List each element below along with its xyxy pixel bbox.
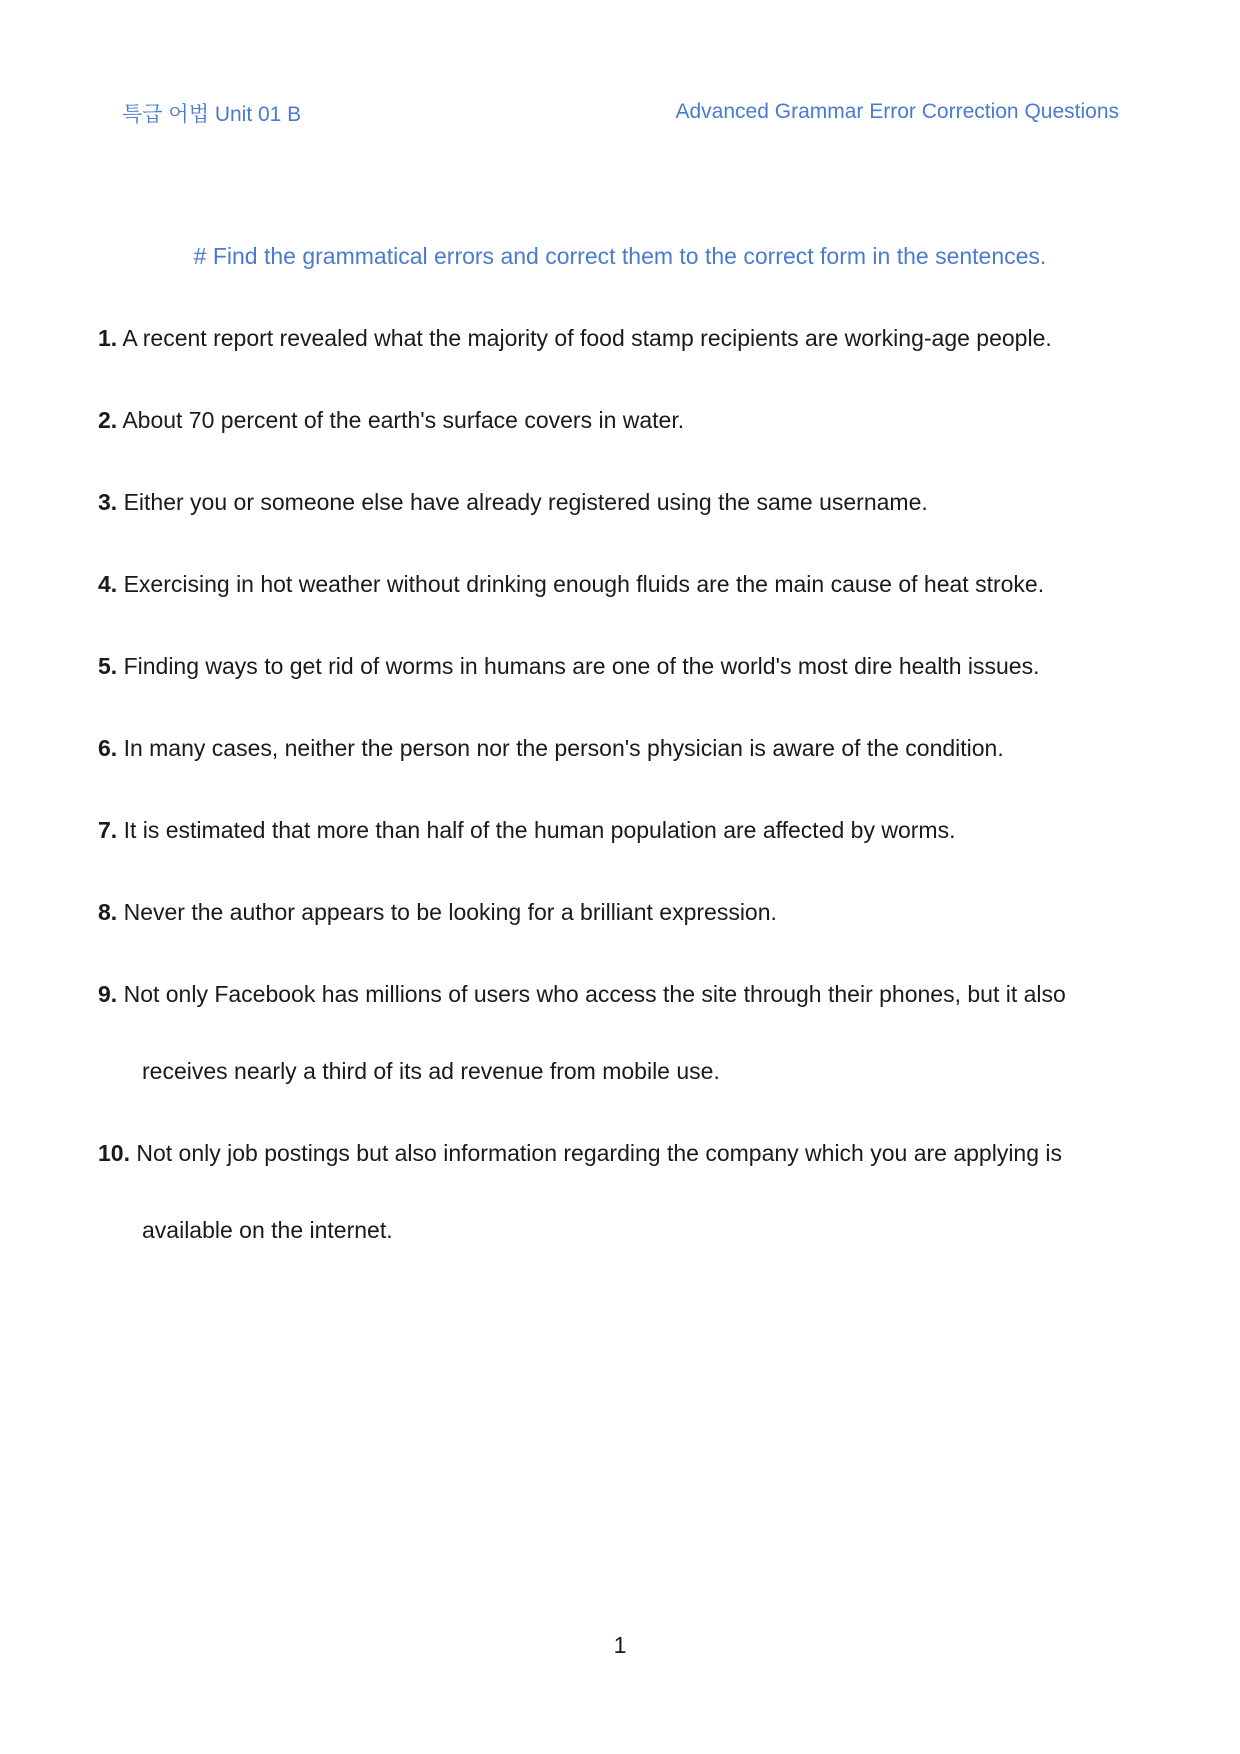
question-item	[98, 1137, 1138, 1246]
question-text-continuation: receives nearly a third of its ad revenue from mobile use.	[142, 1058, 720, 1084]
question-text: Not only job postings but also information regarding the company which you are applying is	[136, 1140, 1063, 1166]
question-number: 8.	[98, 899, 118, 925]
question-item	[98, 814, 1138, 846]
header-unit-title: 특급 어법 Unit 01 B	[122, 103, 302, 126]
question-list	[98, 322, 1138, 1296]
question-item	[98, 896, 1138, 928]
question-number: 6.	[98, 735, 118, 761]
instruction-text: # Find the grammatical errors and correct them to the correct form in the sentences.	[193, 243, 1047, 269]
question-item	[98, 486, 1138, 518]
question-text: Finding ways to get rid of worms in humans are one of the world's most dire health issues.	[123, 653, 1040, 679]
question-text: Either you or someone else have already registered using the same username.	[123, 489, 928, 515]
question-text: Exercising in hot weather without drinking enough fluids are the main cause of heat stroke.	[123, 571, 1045, 597]
question-text: Not only Facebook has millions of users who access the site through their phones, but it also	[123, 981, 1066, 1007]
question-text-continuation: available on the internet.	[142, 1217, 393, 1243]
page-number: 1	[613, 1632, 627, 1658]
question-number: 10.	[98, 1140, 130, 1166]
question-text: It is estimated that more than half of the human population are affected by worms.	[123, 817, 956, 843]
question-item	[98, 650, 1138, 682]
question-number: 4.	[98, 571, 118, 597]
question-number: 1.	[98, 325, 118, 351]
header-subject-title: Advanced Grammar Error Correction Questions	[675, 100, 1119, 123]
question-text: About 70 percent of the earth's surface covers in water.	[122, 407, 685, 433]
question-number: 3.	[98, 489, 118, 515]
question-number: 5.	[98, 653, 118, 679]
question-number: 2.	[98, 407, 118, 433]
question-item	[98, 568, 1138, 600]
question-text: A recent report revealed what the majority of food stamp recipients are working-age people.	[122, 325, 1052, 351]
question-number: 9.	[98, 981, 118, 1007]
question-text: In many cases, neither the person nor the person's physician is aware of the condition.	[123, 735, 1004, 761]
question-text: Never the author appears to be looking for a brilliant expression.	[123, 899, 777, 925]
question-item	[98, 404, 1138, 436]
question-item	[98, 978, 1138, 1087]
question-number: 7.	[98, 817, 118, 843]
question-item	[98, 322, 1138, 354]
question-item	[98, 732, 1138, 764]
